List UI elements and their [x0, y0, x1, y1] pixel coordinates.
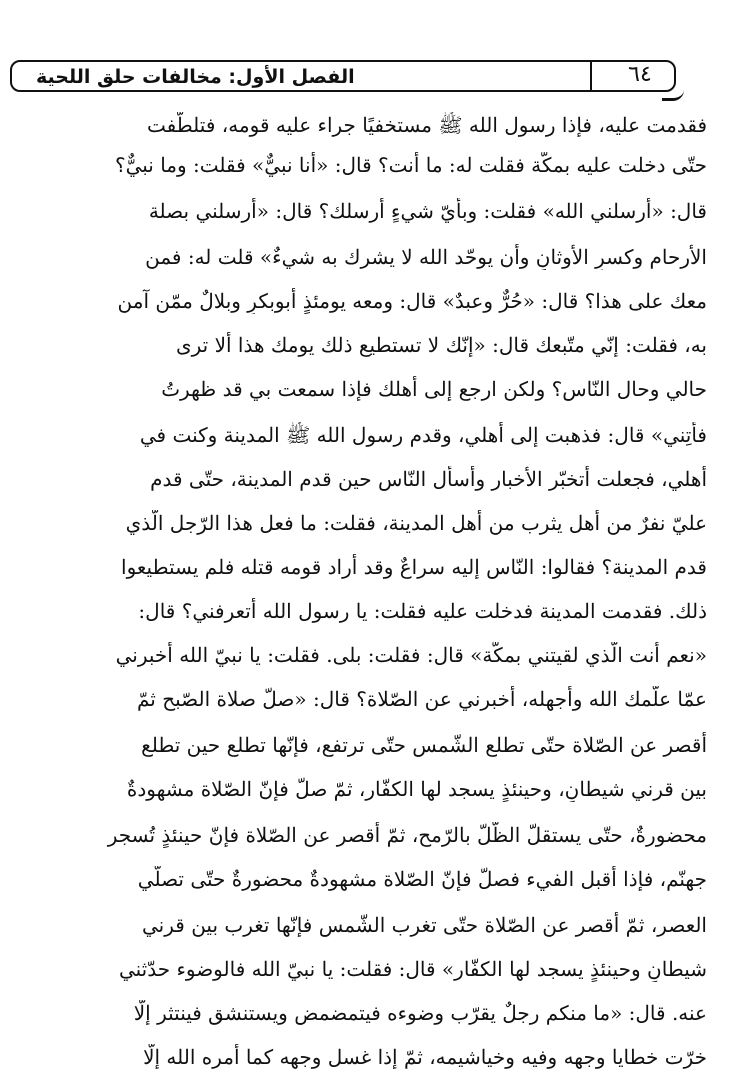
text-line: شيطانٍ وحينئذٍ يسجد لها الكفّار» قال: فقلت: يا نبيّ الله فالوضوء حدّثني: [118, 957, 707, 981]
text-line: حالي وحال النّاس؟ ولكن ارجع إلى أهلك فإذا سمعت بي قد ظهرتُ: [161, 377, 707, 401]
text-line: الأرحام وكسرِ الأوثانِ وأن يوحّد الله لا يشرك به شيءٌ» قلت له: فمن: [145, 245, 707, 269]
text-line: عمّا علّمك الله وأجهله، أخبرني عن الصّلاة؟ قال: «صلّ صلاة الصّبح ثمّ: [137, 687, 707, 711]
text-line: خرّت خطايا وجهه وفيه وخياشيمه، ثمّ إذا غسل وجهه كما أمره الله إلّا: [143, 1045, 707, 1069]
text-line: حتّى دخلت عليه بمكّة فقلت له: ما أنت؟ قال: «أنا نبيٌّ» فقلت: وما نبيٌّ؟: [114, 153, 707, 177]
text-line: فقدمت عليه، فإذا رسول الله ﷺ مستخفيًا جراء عليه قومه، فتلطّفت: [147, 113, 707, 137]
page-number: ٦٤: [628, 62, 652, 87]
text-line: عنه. قال: «ما منكم رجلٌ يقرّب وضوءه فيتمضمض ويستنشق فينتثر إلّا: [133, 1001, 707, 1025]
text-line: به، فقلت: إنّي متّبعك قال: «إنّك لا تستطيع ذلك يومك هذا ألا ترى: [175, 333, 707, 357]
text-line: قدم المدينة؟ فقالوا: النّاس إليه سراعٌ وقد أراد قومه قتله فلم يستطيعوا: [121, 555, 707, 579]
text-line: ذلك. فقدمت المدينة فدخلت عليه فقلت: يا رسول الله أتعرفني؟ قال:: [138, 599, 707, 623]
chapter-title: الفصل الأول: مخالفات حلق اللحية: [36, 66, 355, 88]
text-line: قال: «أرسلني الله» فقلت: وبأيّ شيءٍ أرسلك؟ قال: «أرسلني بصلة: [148, 199, 707, 223]
text-line: أهلي، فجعلت أتخبّر الأخبار وأسأل النّاس حين قدم المدينة، حتّى قدم: [150, 467, 707, 491]
text-line: عليّ نفرٌ من أهل يثرب من أهل المدينة، فقلت: ما فعل هذا الرّجل الّذي: [125, 511, 707, 535]
text-line: «نعم أنت الّذي لقيتني بمكّة» قال: فقلت: بلى. فقلت: يا نبيّ الله أخبرني: [115, 643, 707, 667]
text-line: بين قرني شيطانٍ، وحينئذٍ يسجد لها الكفّار، ثمّ صلّ فإنّ الصّلاة مشهودةٌ: [126, 777, 707, 801]
page-header: [10, 60, 676, 92]
text-line: محضورةٌ، حتّى يستقلّ الظّلّ بالرّمح، ثمّ أقصر عن الصّلاة فإنّ حينئذٍ تُسجر: [107, 823, 707, 847]
text-line: فأتِني» قال: فذهبت إلى أهلي، وقدم رسول الله ﷺ المدينة وكنت في: [139, 423, 707, 447]
text-line: جهنّم، فإذا أقبل الفيء فصلّ فإنّ الصّلاة مشهودةٌ محضورةٌ حتّى تصلّي: [137, 867, 707, 891]
text-line: العصر، ثمّ أقصر عن الصّلاة حتّى تغرب الشّمس فإنّها تغرب بين قرني: [142, 913, 707, 937]
text-line: أقصر عن الصّلاة حتّى تطلع الشّمس حتّى ترتفع، فإنّها تطلع حين تطلع: [141, 733, 707, 757]
text-line: معك على هذا؟ قال: «حُرٌّ وعبدٌ» قال: ومعه يومئذٍ أبوبكرٍ وبلالٌ ممّن آمن: [117, 289, 707, 313]
page-number-tab: [590, 60, 686, 92]
header-ornament: [662, 90, 684, 101]
